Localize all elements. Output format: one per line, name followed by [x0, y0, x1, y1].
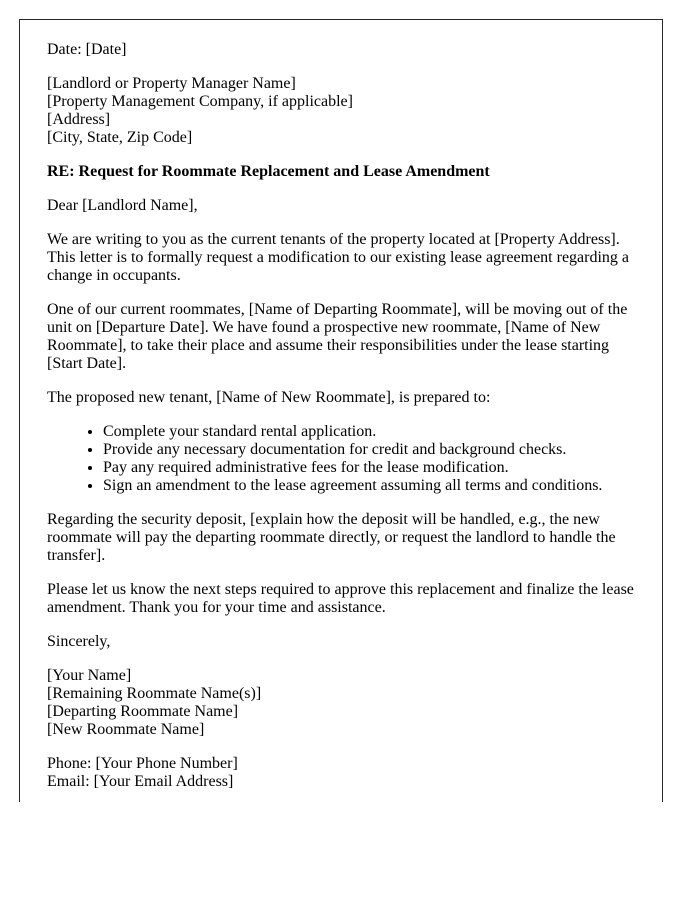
- paragraph-deposit: Regarding the security deposit, [explain how the deposit will be handled, e.g., the new roommate will pay the departing roommate directly, or request the landlord to handle the transfer].: [47, 511, 616, 564]
- contact-phone-line: Phone: [Your Phone Number]: [47, 755, 238, 772]
- subject-line: RE: Request for Roommate Replacement and Lease Amendment: [47, 163, 490, 180]
- paragraph-next-steps: Please let us know the next steps required to approve this replacement and finalize the lease amendment. Thank you for your time and assistance.: [47, 581, 634, 616]
- list-item: • Pay any required administrative fees for the lease modification.: [103, 459, 635, 477]
- recipient-line: [Landlord or Property Manager Name]: [47, 75, 296, 92]
- contact-block: [47, 755, 635, 791]
- contact-email-line: Email: [Your Email Address]: [47, 773, 234, 790]
- recipient-address-block: [47, 75, 635, 147]
- paragraph-intro: We are writing to you as the current tenants of the property located at [Property Address]. This letter is to formally request a modification to our existing lease agreement regarding a change in occupants.: [47, 231, 630, 284]
- prepared-list: [47, 423, 635, 495]
- letter-page: [19, 19, 663, 802]
- list-item: • Complete your standard rental application.: [103, 423, 635, 441]
- closing: Sincerely,: [47, 633, 111, 650]
- signature-line: [Remaining Roommate Name(s)]: [47, 685, 262, 702]
- paragraph-prepared: The proposed new tenant, [Name of New Roommate], is prepared to:: [47, 389, 491, 406]
- recipient-line: [Property Management Company, if applicable]: [47, 93, 353, 110]
- salutation: Dear [Landlord Name],: [47, 197, 198, 214]
- signature-line: [New Roommate Name]: [47, 721, 205, 738]
- signature-block: [47, 667, 635, 739]
- list-item: • Provide any necessary documentation for credit and background checks.: [103, 441, 635, 459]
- paragraph-departure: One of our current roommates, [Name of Departing Roommate], will be moving out of the unit on [Departure Date]. We have found a prospective new roommate, [Name of New Roommate], to take their place and assume their responsibilities under the lease starting [Start Date].: [47, 301, 628, 372]
- letter-body: [47, 41, 635, 791]
- date-line: Date: [Date]: [47, 41, 127, 58]
- recipient-line: [Address]: [47, 111, 111, 128]
- recipient-line: [City, State, Zip Code]: [47, 129, 193, 146]
- signature-line: [Your Name]: [47, 667, 132, 684]
- signature-line: [Departing Roommate Name]: [47, 703, 239, 720]
- list-item: • Sign an amendment to the lease agreement assuming all terms and conditions.: [103, 477, 635, 495]
